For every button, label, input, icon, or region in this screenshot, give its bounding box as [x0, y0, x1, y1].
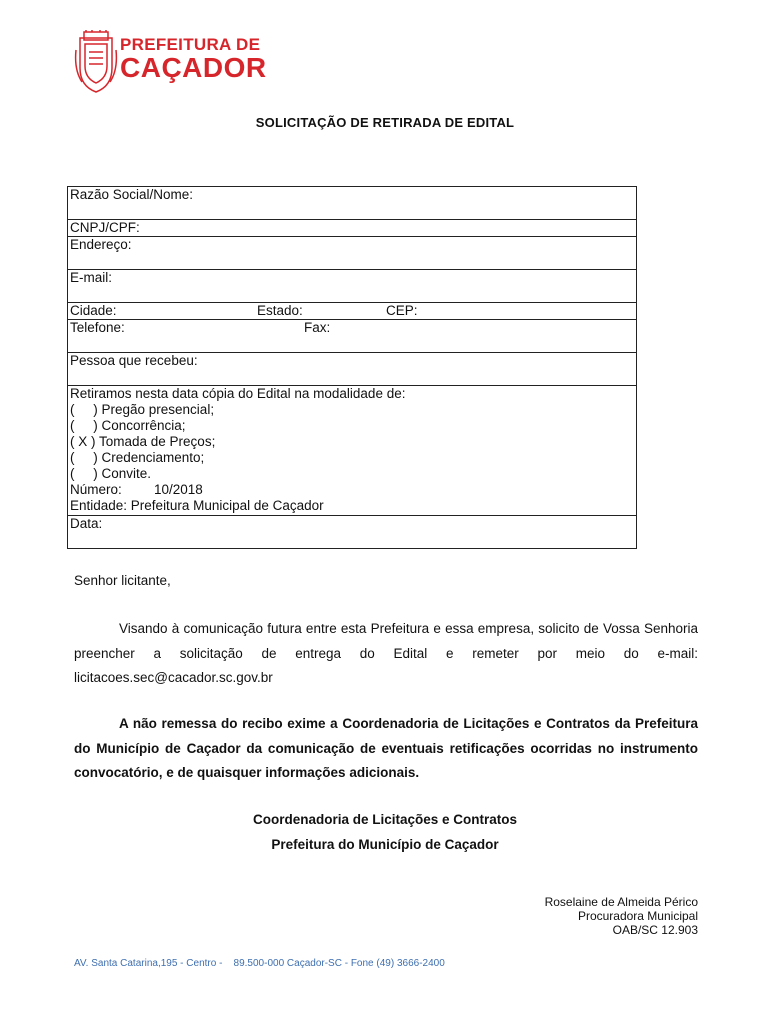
signer-role: Procuradora Municipal: [577, 909, 698, 923]
label-fax: Fax:: [304, 320, 331, 335]
row-razao-social: [68, 187, 636, 220]
row-pessoa: [68, 353, 636, 386]
entidade-line: Entidade: Prefeitura Municipal de Caçador: [70, 498, 324, 513]
label-cidade: Cidade:: [70, 303, 117, 318]
row-data: [68, 516, 636, 548]
row-modalidade: [68, 386, 636, 516]
paragraph-notice: A não remessa do recibo exime a Coordenadoria de Licitações e Contratos da Prefeitura do Município de Caçador da comunicação de eventuais retificações ocorridas no instrumento convocatório, e de quaisquer informações adicionais.: [74, 716, 698, 780]
numero-line: [70, 482, 634, 498]
department-name: Coordenadoria de Licitações e Contratos: [252, 812, 518, 827]
label-numero: Número:: [70, 482, 122, 497]
page-title: SOLICITAÇÃO DE RETIRADA DE EDITAL: [255, 115, 515, 130]
label-cep: CEP:: [386, 303, 418, 318]
modalidade-intro: Retiramos nesta data cópia do Edital na modalidade de:: [70, 386, 406, 401]
label-razao-social: Razão Social/Nome:: [70, 187, 194, 202]
label-telefone: Telefone:: [70, 320, 125, 335]
withdrawal-form: [67, 186, 637, 549]
row-cidade: [68, 303, 636, 320]
logo-text-line1: PREFEITURA DE: [120, 35, 261, 54]
option-concorrencia: ( ) Concorrência;: [70, 418, 186, 433]
option-tomada-precos: ( X ) Tomada de Preços;: [70, 434, 216, 449]
city-crest-icon: [74, 30, 118, 94]
row-cnpj: [68, 220, 636, 237]
label-data: Data:: [70, 516, 103, 531]
label-estado: Estado:: [257, 303, 303, 318]
label-pessoa: Pessoa que recebeu:: [70, 353, 198, 368]
logo-text-line2: CAÇADOR: [120, 52, 267, 83]
row-email: [68, 270, 636, 303]
paragraph-request: Visando à comunicação futura entre esta Prefeitura e essa empresa, solicito de Vossa Senhoria preencher a solicitação de entrega do Edital e remeter por meio do e-mail: licitacoes.sec@cacador.sc.gov.br: [74, 621, 698, 685]
numero-value: 10/2018: [154, 482, 203, 497]
option-credenciamento: ( ) Credenciamento;: [70, 450, 205, 465]
greeting: Senhor licitante,: [74, 573, 171, 588]
row-endereco: [68, 237, 636, 270]
label-endereco: Endereço:: [70, 237, 132, 252]
signer-oab: OAB/SC 12.903: [612, 923, 698, 937]
footer-address: AV. Santa Catarina,195 - Centro - 89.500-000 Caçador-SC - Fone (49) 3666-2400: [74, 958, 445, 969]
signer-name: Roselaine de Almeida Périco: [544, 895, 698, 909]
option-pregao: ( ) Pregão presencial;: [70, 402, 215, 417]
row-telefone: [68, 320, 636, 353]
label-cnpj: CNPJ/CPF:: [70, 220, 140, 235]
label-email: E-mail:: [70, 270, 113, 285]
prefeitura-logo: [74, 30, 267, 98]
option-convite: ( ) Convite.: [70, 466, 152, 481]
signature-block: [545, 895, 698, 937]
municipality-name: Prefeitura do Município de Caçador: [271, 837, 499, 852]
